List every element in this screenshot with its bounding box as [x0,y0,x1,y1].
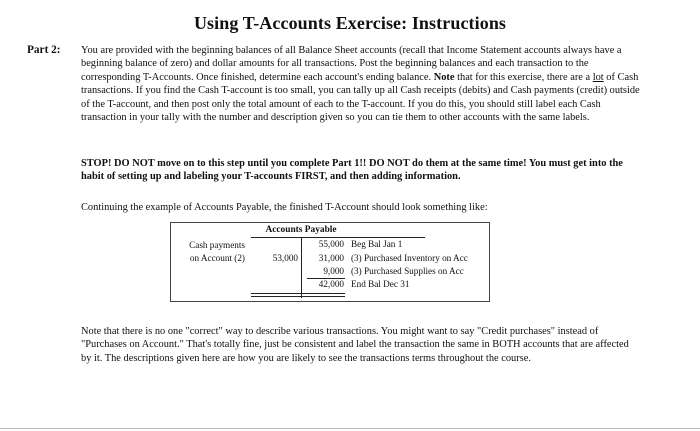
t-account-title: Accounts Payable [265,225,337,235]
credit-amount: 31,000 [318,253,344,263]
debit-label-line1: Cash payments [189,240,245,250]
note-text-b: of Cash transactions. If you find the Cash T-account is too small, you can tally up all Cash receipts (debits) and Cash payments (credit) outside of the T-account, and then post only the total amount of each to the T-account. If you do this, you should still label each Cash transaction in your tally with the number and description given so you can tie them to other accounts with the same labels. [81,71,640,124]
ending-balance-amount: 42,000 [318,279,344,289]
example-intro: Continuing the example of Accounts Payable, the finished T-Account should look something like: [81,202,488,213]
closing-note: Note that there is no one "correct" way to describe various transactions. You might want to say "Credit purchases" instead of "Purchases on Account." That's totally fine, just be consistent and label the transaction the same in BOTH accounts that are affected by it. The descriptions given here are how you are likely to see the transactions terms throughout the course. [81,326,629,364]
t-account-center-line [301,237,302,298]
t-account-accounts-payable [170,222,490,302]
note-label: Note [433,71,455,83]
credit-description: Beg Bal Jan 1 [351,239,403,249]
paragraph-text: You are provided with the beginning balances of all Balance Sheet accounts (recall that Income Statement accounts always have a beginning balance of zero) and dollar amounts for all transactions. Post the beginning balances and each transaction to the corresponding T-Accounts. Once finished, determine each account's ending balance. [81,45,622,83]
credit-amount: 55,000 [318,239,344,249]
total-rule-2 [251,296,345,297]
credit-amount: 9,000 [323,266,344,276]
debit-amount: 53,000 [272,253,298,263]
credit-description: (3) Purchased Supplies on Acc [351,266,464,276]
page-title: Using T-Accounts Exercise: Instructions [193,13,507,33]
stop-warning: STOP! DO NOT move on to this step until you complete Part 1!! DO NOT do them at the same time! You must get into the habit of setting up and labeling your T-accounts FIRST, and then adding information. [81,158,623,183]
credit-description: (3) Purchased Inventory on Acc [351,253,468,263]
part-label: Part 2: [27,44,61,56]
instructions-paragraph [81,44,641,124]
total-rule-1 [251,293,345,294]
bottom-divider [0,428,700,429]
ending-balance-description: End Bal Dec 31 [351,279,410,289]
t-account-top-line [251,237,425,238]
note-emphasis: lot [592,71,604,83]
note-text-a: that for this exercise, there are a [454,71,593,83]
debit-label-line2: on Account (2) [189,253,245,263]
